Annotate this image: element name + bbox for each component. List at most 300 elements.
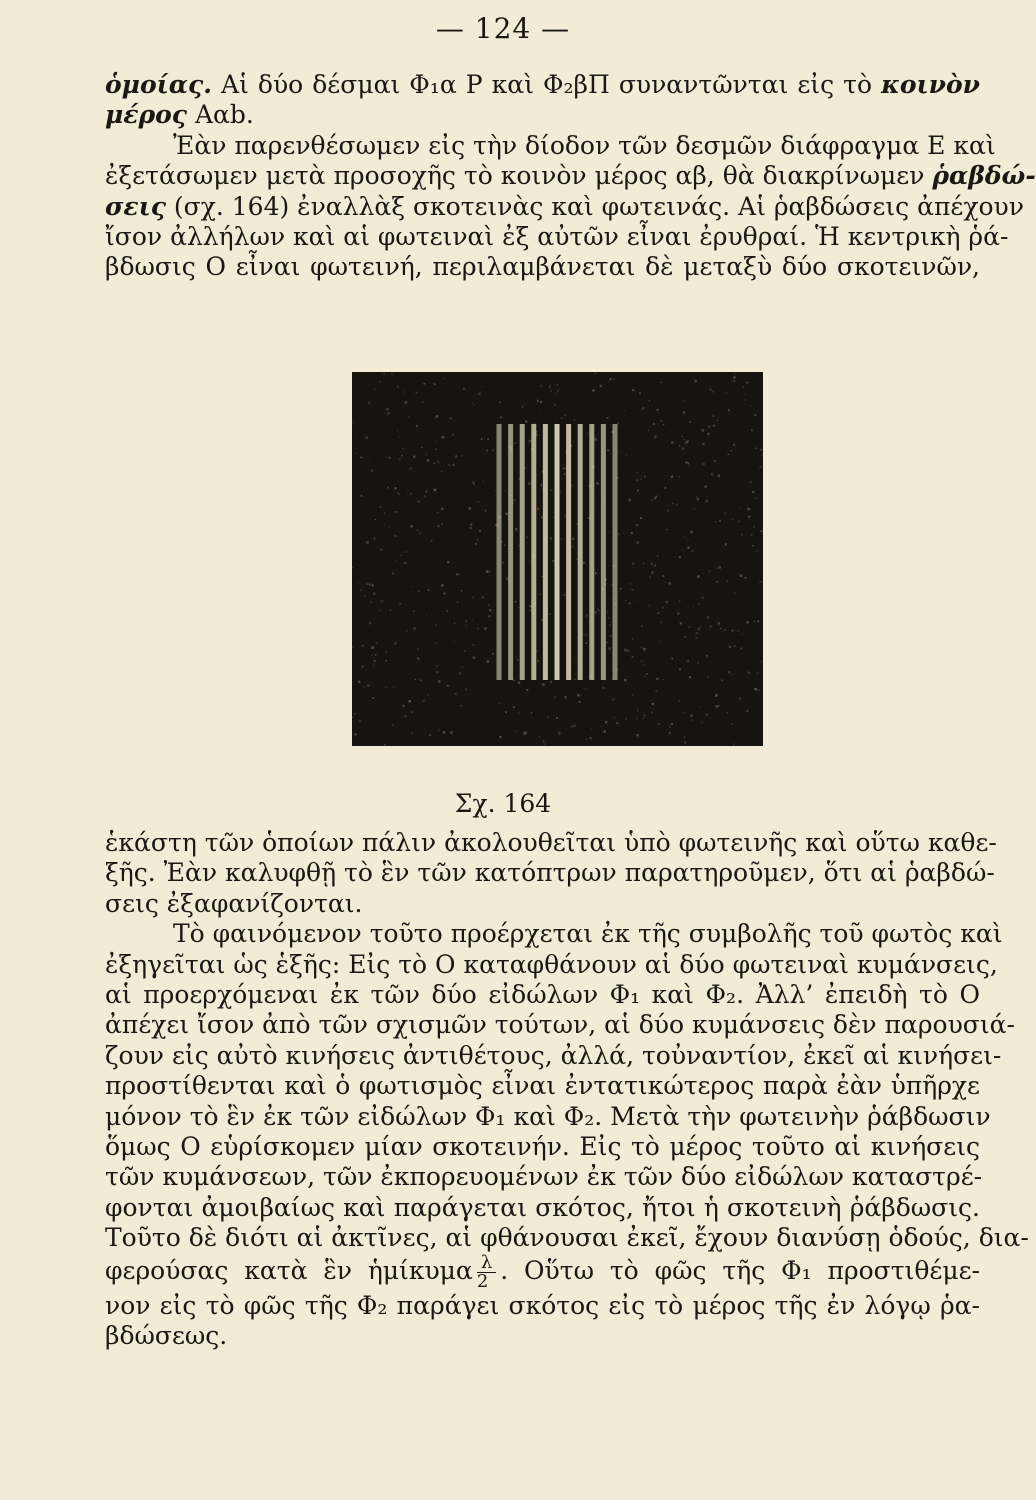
speckle-dot (477, 501, 479, 503)
speckle-dot (517, 659, 519, 661)
speckle-dot (463, 388, 465, 390)
speckle-dot (662, 575, 664, 577)
speckle-dot (721, 679, 723, 681)
speckle-dot (540, 594, 541, 595)
speckle-dot (672, 658, 674, 660)
speckle-dot (743, 386, 744, 387)
speckle-dot (399, 436, 400, 437)
speckle-dot (389, 457, 391, 459)
speckle-dot (402, 448, 404, 450)
speckle-dot (369, 584, 371, 586)
speckle-dot (741, 677, 742, 678)
speckle-dot (413, 456, 415, 458)
speckle-dot (649, 400, 650, 401)
speckle-dot (672, 503, 674, 505)
speckle-dot (731, 723, 733, 725)
speckle-dot (604, 730, 606, 732)
speckle-dot (588, 517, 590, 519)
speckle-dot (606, 642, 607, 643)
speckle-dot (607, 417, 609, 419)
speckle-dot (705, 486, 707, 488)
speckle-dot (526, 689, 528, 691)
speckle-dot (707, 616, 710, 619)
bold-term: σεις (105, 191, 166, 221)
speckle-dot (554, 696, 556, 698)
speckle-dot (715, 460, 717, 462)
speckle-dot (728, 671, 730, 673)
text-line: νον εἰς τὸ φῶς τῆς Φ₂ παράγει σκότος εἰς τὸ μέρος τῆς ἐν λόγῳ ῥα- (105, 1290, 980, 1320)
speckle-dot (752, 491, 754, 493)
speckle-dot (525, 467, 527, 469)
speckle-dot (358, 581, 359, 582)
speckle-dot (657, 409, 659, 411)
speckle-dot (654, 565, 656, 567)
bright-fringe (589, 424, 594, 680)
speckle-dot (631, 532, 633, 534)
speckle-dot (680, 622, 682, 624)
speckle-dot (707, 496, 708, 497)
speckle-dot (455, 455, 457, 457)
speckle-dot (427, 459, 429, 461)
speckle-dot (738, 631, 739, 632)
speckle-dot (404, 392, 405, 393)
speckle-dot (690, 714, 693, 717)
speckle-dot (644, 476, 646, 478)
speckle-dot (684, 636, 685, 637)
speckle-dot (653, 423, 655, 425)
speckle-dot (613, 378, 615, 380)
speckle-dot (470, 527, 472, 529)
speckle-dot (564, 696, 567, 699)
bright-fringe (555, 424, 560, 680)
speckle-dot (728, 454, 729, 455)
text-line: βδώσεως. (105, 1321, 228, 1351)
speckle-dot (603, 687, 605, 689)
speckle-dot (433, 463, 435, 465)
speckle-dot (741, 634, 742, 635)
speckle-dot (556, 393, 557, 394)
speckle-dot (472, 402, 474, 404)
speckle-dot (577, 694, 580, 697)
speckle-dot (716, 581, 717, 582)
speckle-dot (718, 622, 720, 624)
speckle-dot (610, 635, 612, 637)
speckle-dot (537, 400, 539, 402)
speckle-dot (513, 706, 515, 708)
speckle-dot (608, 617, 609, 618)
speckle-dot (651, 712, 653, 714)
speckle-dot (555, 418, 556, 419)
text-line: ἴσον ἀλλήλων καὶ αἱ φωτειναὶ ἐξ αὐτῶν εἶναι ἐρυθραί. Ἡ κεντρικὴ ῥά- (105, 222, 1009, 252)
speckle-dot (410, 467, 412, 469)
speckle-dot (386, 660, 388, 662)
speckle-dot (406, 629, 408, 631)
speckle-dot (637, 708, 638, 709)
speckle-dot (624, 679, 627, 682)
speckle-dot (651, 572, 653, 574)
speckle-dot (629, 499, 631, 501)
speckle-dot (431, 540, 433, 542)
speckle-dot (473, 657, 475, 659)
speckle-dot (422, 700, 424, 702)
speckle-dot (380, 549, 383, 552)
text-line (105, 161, 1036, 191)
speckle-dot (682, 448, 684, 450)
speckle-dot (541, 485, 543, 487)
speckle-dot (543, 740, 545, 742)
speckle-dot (524, 731, 526, 733)
speckle-dot (754, 688, 755, 689)
speckle-dot (557, 384, 558, 385)
speckle-dot (632, 695, 633, 696)
speckle-dot (734, 645, 736, 647)
speckle-dot (623, 533, 624, 534)
speckle-dot (530, 560, 531, 561)
speckle-dot (629, 602, 631, 604)
speckle-dot (718, 474, 720, 476)
speckle-dot (657, 612, 659, 614)
speckle-dot (367, 685, 369, 687)
speckle-dot (726, 580, 728, 582)
speckle-dot (740, 648, 742, 650)
speckle-dot (761, 530, 763, 532)
speckle-dot (730, 450, 731, 451)
speckle-dot (428, 570, 429, 571)
speckle-dot (515, 731, 517, 733)
speckle-dot (487, 660, 490, 663)
speckle-dot (716, 705, 718, 707)
speckle-dot (397, 430, 398, 431)
speckle-dot (525, 404, 526, 405)
speckle-dot (744, 399, 745, 400)
speckle-dot (644, 676, 646, 678)
speckle-dot (719, 520, 721, 522)
speckle-dot (558, 732, 560, 734)
speckle-dot (560, 491, 561, 492)
speckle-dot (525, 420, 527, 422)
speckle-dot (701, 722, 703, 724)
speckle-dot (643, 563, 645, 565)
speckle-dot (572, 538, 574, 540)
speckle-dot (663, 424, 664, 425)
speckle-dot (443, 378, 444, 379)
speckle-dot (361, 495, 363, 497)
speckle-dot (690, 531, 692, 533)
speckle-dot (665, 487, 667, 489)
speckle-dot (394, 642, 396, 644)
speckle-dot (399, 458, 401, 460)
text-line: ὅμως Ο εὑρίσκομεν μίαν σκοτεινήν. Εἰς τὸ μέρος τοῦτο αἱ κινήσεις (105, 1132, 980, 1162)
speckle-dot (648, 605, 649, 606)
speckle-dot (682, 550, 683, 551)
speckle-dot (499, 736, 501, 738)
speckle-dot (485, 510, 487, 512)
speckle-dot (459, 672, 461, 674)
speckle-dot (746, 710, 748, 712)
speckle-dot (591, 728, 593, 730)
speckle-dot (561, 538, 563, 540)
speckle-dot (754, 621, 756, 623)
speckle-dot (465, 689, 467, 691)
speckle-dot (724, 629, 726, 631)
speckle-dot (571, 725, 574, 728)
speckle-dot (636, 601, 637, 602)
text-run: ἐξετάσωμεν μετὰ προσοχῆς τὸ κοινὸν μέρος αβ, θὰ διακρίνωμεν (105, 161, 933, 191)
speckle-dot (437, 512, 438, 513)
speckle-dot (371, 469, 373, 471)
speckle-dot (687, 547, 689, 549)
speckle-dot (688, 539, 689, 540)
speckle-dot (359, 720, 362, 723)
speckle-dot (637, 472, 638, 473)
bright-fringe (497, 424, 502, 680)
speckle-dot (698, 604, 699, 605)
speckle-dot (709, 389, 711, 391)
bold-term: ὁμοίας. (105, 70, 212, 99)
speckle-dot (456, 573, 458, 575)
speckle-dot (590, 737, 592, 739)
speckle-dot (369, 622, 372, 625)
speckle-dot (689, 676, 691, 678)
speckle-dot (370, 459, 371, 460)
speckle-dot (384, 513, 385, 514)
speckle-dot (411, 525, 413, 527)
speckle-dot (557, 390, 559, 392)
speckle-dot (710, 626, 712, 628)
speckle-dot (364, 686, 365, 687)
speckle-dot (371, 654, 373, 656)
speckle-dot (637, 718, 638, 719)
speckle-dot (466, 620, 467, 621)
speckle-dot (607, 449, 609, 451)
speckle-dot (441, 584, 443, 586)
speckle-dot (756, 448, 757, 449)
speckle-dot (361, 645, 364, 648)
speckle-dot (679, 600, 681, 602)
speckle-dot (360, 457, 362, 459)
speckle-dot (434, 489, 437, 492)
speckle-dot (684, 736, 685, 737)
speckle-dot (481, 438, 483, 440)
speckle-dot (465, 625, 467, 627)
text-line: μόνον τὸ ἓν ἐκ τῶν εἰδώλων Φ₁ καὶ Φ₂. Μετὰ τὴν φωτεινὴν ῥάβδωσιν (105, 1101, 991, 1131)
speckle-dot (573, 725, 575, 727)
speckle-dot (725, 512, 727, 514)
speckle-dot (441, 523, 443, 525)
speckle-dot (479, 393, 481, 395)
speckle-dot (733, 444, 735, 446)
text-line: ἀπέχει ἴσον ἀπὸ τῶν σχισμῶν τούτων, αἱ δύο κυμάνσεις δὲν παρουσιά- (105, 1010, 1015, 1040)
speckle-dot (696, 498, 699, 501)
text-line: βδωσις Ο εἶναι φωτεινή, περιλαμβάνεται δὲ μεταξὺ δύο σκοτεινῶν, (105, 252, 980, 282)
speckle-dot (657, 555, 659, 557)
speckle-dot (612, 698, 615, 701)
speckle-dot (741, 534, 743, 536)
speckle-dot (426, 491, 428, 493)
speckle-dot (401, 555, 402, 556)
speckle-dot (732, 519, 733, 520)
speckle-dot (575, 673, 577, 675)
speckle-dot (671, 476, 673, 478)
text-line (105, 1251, 980, 1292)
speckle-dot (400, 531, 401, 532)
speckle-dot (644, 715, 646, 717)
speckle-dot (540, 385, 542, 387)
speckle-dot (487, 438, 489, 440)
speckle-dot (671, 723, 673, 725)
speckle-dot (625, 718, 627, 720)
speckle-dot (540, 409, 541, 410)
text-line: Τὸ φαινόμενον τοῦτο προέρχεται ἐκ τῆς συμβολῆς τοῦ φωτὸς καὶ (173, 919, 1003, 949)
speckle-dot (477, 539, 479, 541)
speckle-dot (637, 490, 639, 492)
speckle-dot (708, 426, 710, 428)
speckle-dot (698, 622, 699, 623)
speckle-dot (457, 602, 459, 604)
speckle-dot (354, 733, 356, 735)
speckle-dot (417, 529, 419, 531)
bright-fringe (531, 424, 536, 680)
speckle-dot (576, 559, 577, 560)
bright-fringe (601, 424, 606, 680)
speckle-dot (352, 567, 353, 568)
speckle-dot (684, 742, 686, 744)
speckle-dot (655, 496, 657, 498)
speckle-dot (702, 443, 704, 445)
text-line: σεις ἐξαφανίζονται. (105, 888, 363, 918)
speckle-dot (488, 615, 490, 617)
speckle-dot (706, 500, 708, 502)
speckle-dot (702, 573, 703, 574)
speckle-dot (696, 496, 697, 497)
text-run: Ααb. (187, 100, 254, 130)
speckle-dot (610, 378, 612, 380)
speckle-dot (639, 392, 641, 394)
speckle-dot (482, 480, 483, 481)
text-run: (σχ. 164) ἐναλλὰξ σκοτεινὰς καὶ φωτεινάς. Αἱ ῥαβδώσεις ἀπέχουν (165, 191, 1024, 221)
speckle-dot (372, 646, 375, 649)
speckle-dot (618, 533, 620, 535)
speckle-dot (422, 447, 423, 448)
speckle-dot (563, 594, 565, 596)
speckle-dot (711, 473, 713, 475)
speckle-dot (544, 743, 546, 745)
speckle-dot (460, 705, 462, 707)
speckle-dot (608, 647, 610, 649)
speckle-dot (401, 455, 403, 457)
fringe-image (352, 372, 763, 746)
speckle-dot (627, 650, 629, 652)
speckle-dot (669, 726, 671, 728)
speckle-dot (405, 551, 407, 553)
speckle-dot (585, 634, 587, 636)
speckle-dot (583, 634, 584, 635)
speckle-dot (719, 566, 721, 568)
speckle-dot (748, 516, 750, 518)
speckle-dot (385, 651, 387, 653)
speckle-dot (738, 520, 740, 522)
speckle-dot (583, 562, 585, 564)
speckle-dot (601, 726, 602, 727)
speckle-dot (435, 624, 436, 625)
speckle-dot (641, 626, 642, 627)
speckle-dot (661, 420, 663, 422)
speckle-dot (436, 665, 438, 667)
speckle-dot (542, 576, 544, 578)
speckle-dot (632, 563, 634, 565)
speckle-dot (503, 562, 504, 563)
speckle-dot (679, 668, 681, 670)
bold-term: ῥαβδώ- (932, 161, 1036, 191)
speckle-dot (652, 703, 654, 705)
speckle-dot (679, 700, 680, 701)
speckle-dot (484, 627, 487, 630)
speckle-dot (751, 429, 753, 431)
speckle-dot (441, 471, 443, 473)
speckle-dot (662, 607, 663, 608)
speckle-dot (595, 438, 597, 440)
speckle-dot (395, 560, 396, 561)
speckle-dot (630, 447, 631, 448)
speckle-dot (461, 455, 462, 456)
speckle-dot (573, 419, 575, 421)
speckle-dot (371, 584, 373, 586)
speckle-dot (472, 620, 473, 621)
speckle-dot (542, 683, 545, 686)
speckle-dot (386, 409, 387, 410)
speckle-dot (659, 641, 660, 642)
speckle-dot (486, 450, 488, 452)
bright-fringe (520, 424, 525, 680)
speckle-dot (383, 373, 385, 375)
speckle-dot (754, 414, 756, 416)
speckle-dot (679, 476, 681, 478)
speckle-dot (655, 690, 657, 692)
text-line: ἐξηγεῖται ὡς ἑξῆς: Εἰς τὸ Ο καταφθάνουν αἱ δύο φωτειναὶ κυμάνσεις, (105, 949, 998, 979)
speckle-dot (420, 679, 422, 681)
speckle-dot (689, 626, 691, 628)
speckle-dot (473, 405, 474, 406)
speckle-dot (632, 389, 634, 391)
speckle-dot (356, 453, 357, 454)
speckle-dot (595, 572, 597, 574)
speckle-dot (486, 570, 489, 573)
speckle-dot (630, 583, 632, 585)
speckle-dot (499, 402, 501, 404)
speckle-dot (731, 674, 732, 675)
speckle-dot (413, 611, 414, 612)
speckle-dot (626, 455, 627, 456)
speckle-dot (550, 681, 552, 683)
bold-term: κοινὸν (881, 70, 980, 99)
speckle-dot (539, 736, 541, 738)
speckle-dot (578, 701, 580, 703)
lambda-over-two-fraction (476, 1251, 496, 1292)
speckle-dot (358, 681, 361, 684)
speckle-dot (479, 530, 481, 532)
speckle-dot (694, 380, 697, 383)
speckle-dot (693, 606, 694, 607)
text-line: Ἐὰν παρενθέσωμεν εἰς τὴν δίοδον τῶν δεσμῶν διάφραγμα Ε καὶ (173, 130, 996, 160)
speckle-dot (453, 464, 455, 466)
speckle-dot (436, 671, 438, 673)
speckle-dot (392, 573, 394, 575)
speckle-dot (396, 511, 398, 513)
speckle-dot (416, 392, 418, 394)
speckle-dot (565, 415, 566, 416)
speckle-dot (725, 543, 727, 545)
speckle-dot (598, 610, 600, 612)
